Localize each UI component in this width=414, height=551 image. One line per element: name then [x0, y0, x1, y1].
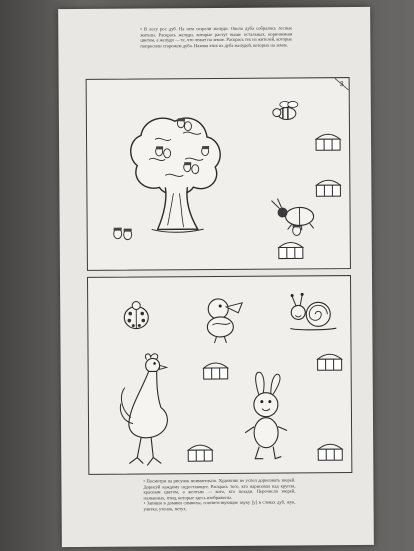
worksheet-page — [58, 7, 374, 547]
ladybug-icon — [118, 299, 154, 331]
bunny-icon — [241, 370, 292, 462]
page-number: 3 — [339, 80, 344, 88]
oak-tree-icon — [125, 109, 226, 240]
sound-house-icon[interactable] — [313, 176, 343, 198]
top-instruction-text: • В лесу рос дуб. На нем созрели желуди. Около дуба собрались лесные жители. Раскрась желуди, которые растут выше остальных, коричневым цветом, а желуди — те, что лежат на земле. Раскрась тех из жителей, которые попросили сторожем дуба. Назови этих из дуба желудей, которых на земле. — [140, 25, 293, 49]
acorns-icon — [110, 222, 138, 242]
bee-icon — [269, 98, 303, 122]
sound-house-icon[interactable] — [315, 350, 345, 372]
top-exercise-frame — [86, 77, 351, 271]
sound-house-icon[interactable] — [185, 441, 215, 463]
bottom-instruction-text: • Посмотри на рисунок внимательно. Художник не успел дорисовать зверей. Дорисуй каждому недостающее. Раскрась того, кто нарисован над кругом, красным цветом, а желтым — кого, кто позади. Перечисли зверей, названных, птиц, которые здесь изображены. • Запиши в домики символы, соответствующие звуку [у] в словах дуб, жук, улитка, утенок, петух. — [143, 477, 296, 512]
bottom-exercise-frame — [87, 275, 352, 475]
snail-icon — [284, 290, 340, 334]
beetle-icon — [267, 196, 319, 230]
sound-house-icon[interactable] — [313, 130, 343, 152]
sound-house-icon[interactable] — [276, 238, 306, 260]
duckling-icon — [198, 291, 252, 345]
sound-house-icon[interactable] — [315, 440, 345, 462]
sound-house-icon[interactable] — [201, 359, 231, 381]
rooster-icon — [117, 351, 180, 469]
